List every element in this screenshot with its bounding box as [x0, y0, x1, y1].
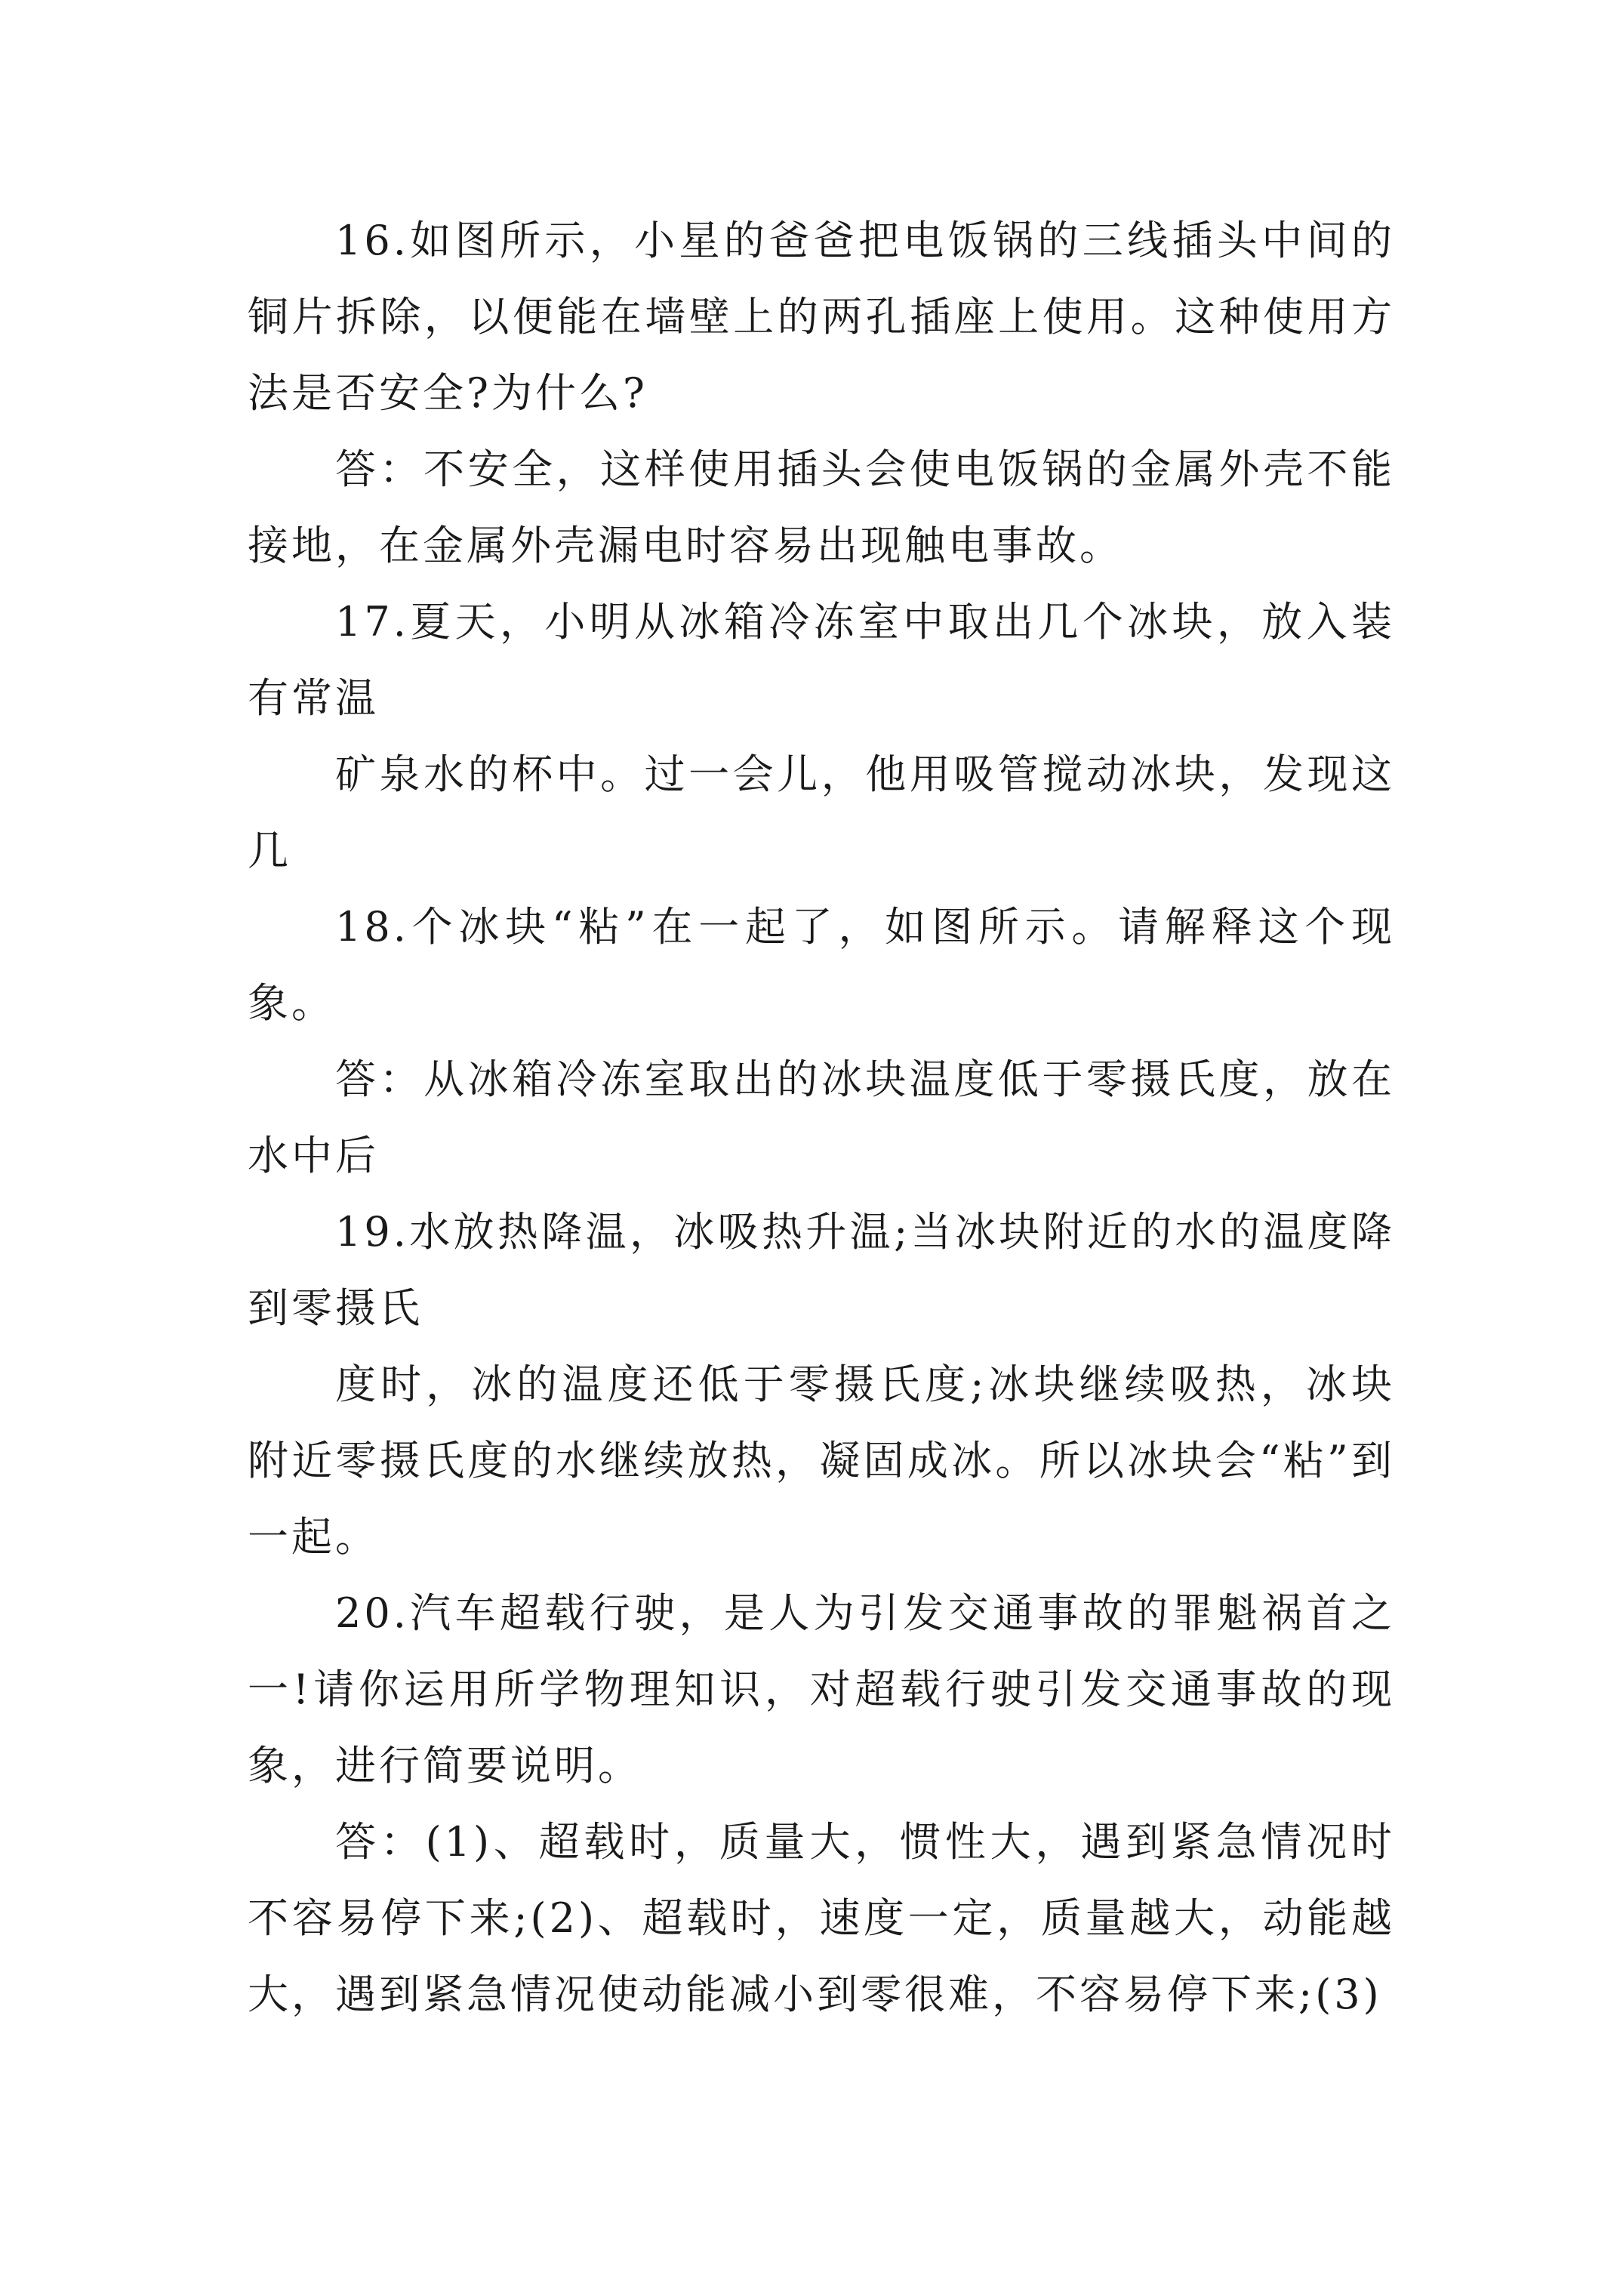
answer-16: 答：不安全，这样使用插头会使电饭锅的金属外壳不能接地，在金属外壳漏电时容易出现触电事故。 — [248, 445, 1395, 569]
question-18: 18.个冰块“粘”在一起了，如图所示。请解释这个现象。 — [248, 903, 1395, 1027]
question-17-line-1: 17.夏天，小明从冰箱冷冻室中取出几个冰块，放入装有常温 — [248, 598, 1395, 722]
answer-18-line-1: 答：从冰箱冷冻室取出的冰块温度低于零摄氏度，放在水中后 — [248, 1056, 1395, 1179]
question-20: 20.汽车超载行驶，是人为引发交通事故的罪魁祸首之一!请你运用所学物理知识，对超载行驶引发交通事故的现象，进行简要说明。 — [248, 1589, 1395, 1789]
item-19: 19.水放热降温，冰吸热升温;当冰块附近的水的温度降到零摄氏 — [248, 1208, 1395, 1332]
document-body — [248, 202, 1395, 2032]
answer-19-continued: 度时，冰的温度还低于零摄氏度;冰块继续吸热，冰块附近零摄氏度的水继续放热，凝固成冰。所以冰块会“粘”到一起。 — [248, 1361, 1395, 1561]
question-17-line-2: 矿泉水的杯中。过一会儿，他用吸管搅动冰块，发现这几 — [248, 750, 1395, 874]
question-16: 16.如图所示，小星的爸爸把电饭锅的三线插头中间的铜片拆除，以便能在墙壁上的两孔插座上使用。这种使用方法是否安全?为什么? — [248, 217, 1395, 417]
answer-20: 答：(1)、超载时，质量大，惯性大，遇到紧急情况时不容易停下来;(2)、超载时，速度一定，质量越大，动能越大，遇到紧急情况使动能减小到零很难，不容易停下来;(3) — [248, 1818, 1395, 2018]
